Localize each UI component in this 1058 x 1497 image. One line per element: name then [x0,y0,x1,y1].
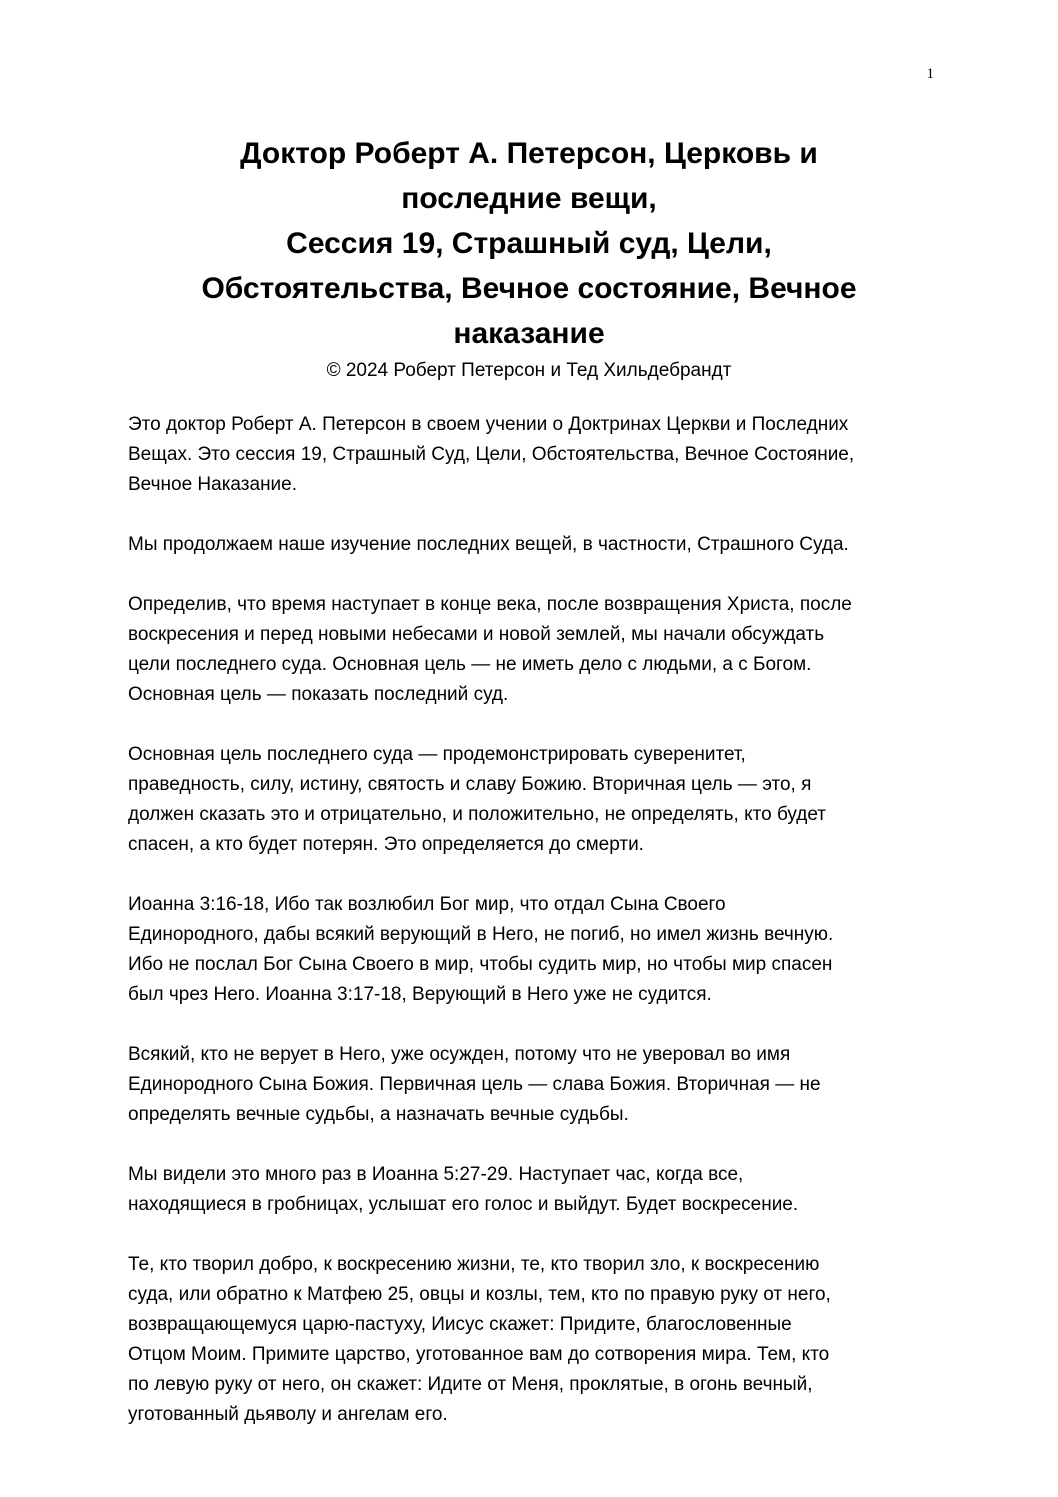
document-title [128,131,930,356]
text-line: Определив, что время наступает в конце века, после возвращения Христа, после [128,594,852,615]
document-header [128,131,930,386]
paragraph [128,890,930,1010]
text-line: Ибо не послал Бог Сына Своего в мир, чтобы судить мир, но чтобы мир спасен [128,954,833,975]
text-line: суда, или обратно к Матфею 25, овцы и козлы, тем, кто по правую руку от него, [128,1284,831,1305]
text-line: Всякий, кто не верует в Него, уже осужден, потому что не уверовал во имя [128,1044,791,1065]
text-line: Мы продолжаем наше изучение последних вещей, в частности, Страшного Суда. [128,534,849,555]
text-line: праведность, силу, истину, святость и славу Божию. Вторичная цель — это, я [128,774,812,795]
text-line: воскресения и перед новыми небесами и новой землей, мы начали обсуждать [128,624,825,645]
title-line: наказание [453,317,605,350]
text-line: Мы видели это много раз в Иоанна 5:27-29. Наступает час, когда все, [128,1164,744,1185]
paragraph [128,410,930,500]
text-line: Основная цель — показать последний суд. [128,684,509,705]
text-line: определять вечные судьбы, а назначать вечные судьбы. [128,1104,629,1125]
paragraph [128,530,930,560]
paragraph [128,590,930,710]
copyright-notice: © 2024 Роберт Петерсон и Тед Хильдебрандт [326,360,732,381]
paragraph [128,740,930,860]
text-line: уготованный дьяволу и ангелам его. [128,1404,448,1425]
paragraph [128,1250,930,1430]
text-line: Отцом Моим. Примите царство, уготованное вам до сотворения мира. Тем, кто [128,1344,830,1365]
paragraph [128,1160,930,1220]
text-line: по левую руку от него, он скажет: Идите от Меня, проклятые, в огонь вечный, [128,1374,813,1395]
text-line: Единородного, дабы всякий верующий в Него, не погиб, но имел жизнь вечную. [128,924,834,945]
text-line: Это доктор Роберт А. Петерсон в своем учении о Доктринах Церкви и Последних [128,414,849,435]
paragraph [128,1040,930,1130]
page-number: 1 [926,66,934,82]
text-line: Вещах. Это сессия 19, Страшный Суд, Цели, Обстоятельства, Вечное Состояние, [128,444,855,465]
text-line: Иоанна 3:16-18, Ибо так возлюбил Бог мир, что отдал Сына Своего [128,894,726,915]
title-line: Обстоятельства, Вечное состояние, Вечное [201,272,857,305]
document-body [128,410,930,1460]
text-line: возвращающемуся царю-пастуху, Иисус скажет: Придите, благословенные [128,1314,792,1335]
text-line: Те, кто творил добро, к воскресению жизни, те, кто творил зло, к воскресению [128,1254,820,1275]
text-line: должен сказать это и отрицательно, и положительно, не определять, кто будет [128,804,827,825]
title-line: последние вещи, [401,182,657,215]
text-line: был чрез Него. Иоанна 3:17-18, Верующий в Него уже не судится. [128,984,712,1005]
text-line: спасен, а кто будет потерян. Это определяется до смерти. [128,834,644,855]
text-line: цели последнего суда. Основная цель — не иметь дело с людьми, а с Богом. [128,654,812,675]
text-line: находящиеся в гробницах, услышат его голос и выйдут. Будет воскресение. [128,1194,799,1215]
title-line: Доктор Роберт А. Петерсон, Церковь и [240,137,818,170]
text-line: Вечное Наказание. [128,474,298,495]
text-line: Основная цель последнего суда — продемонстрировать суверенитет, [128,744,746,765]
text-line: Единородного Сына Божия. Первичная цель — слава Божия. Вторичная — не [128,1074,821,1095]
title-line: Сессия 19, Страшный суд, Цели, [286,227,772,260]
